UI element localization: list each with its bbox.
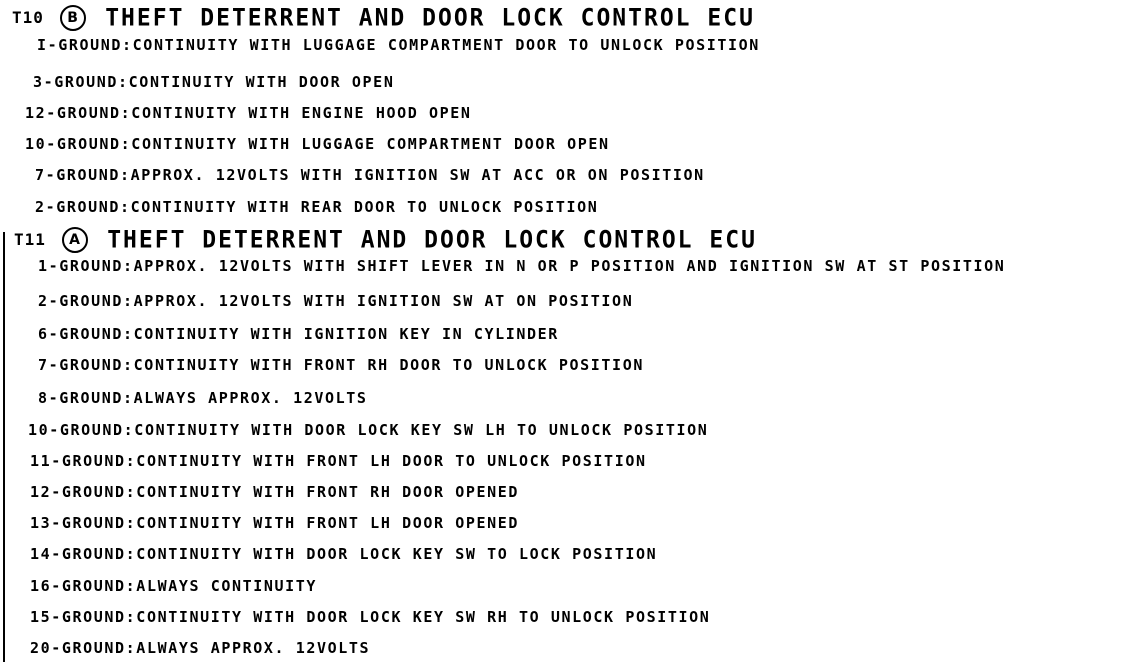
spec-row: 14-GROUND:CONTINUITY WITH DOOR LOCK KEY SW TO LOCK POSITION xyxy=(30,545,658,563)
section-title: THEFT DETERRENT AND DOOR LOCK CONTROL ECU xyxy=(105,3,755,32)
spec-row: 7-GROUND:CONTINUITY WITH FRONT RH DOOR TO UNLOCK POSITION xyxy=(38,356,644,374)
spec-row: 12-GROUND:CONTINUITY WITH ENGINE HOOD OPEN xyxy=(25,104,472,122)
left-margin-rule xyxy=(3,232,5,662)
spec-row: I-GROUND:CONTINUITY WITH LUGGAGE COMPARTMENT DOOR TO UNLOCK POSITION xyxy=(37,36,760,54)
spec-row: 7-GROUND:APPROX. 12VOLTS WITH IGNITION SW AT ACC OR ON POSITION xyxy=(35,166,705,184)
spec-row: 12-GROUND:CONTINUITY WITH FRONT RH DOOR OPENED xyxy=(30,483,520,501)
spec-row: 3-GROUND:CONTINUITY WITH DOOR OPEN xyxy=(33,73,395,91)
spec-row: 16-GROUND:ALWAYS CONTINUITY xyxy=(30,577,318,595)
connector-badge: A xyxy=(62,227,88,253)
spec-row: 2-GROUND:CONTINUITY WITH REAR DOOR TO UNLOCK POSITION xyxy=(35,198,599,216)
spec-row: 13-GROUND:CONTINUITY WITH FRONT LH DOOR OPENED xyxy=(30,514,520,532)
connector-badge: B xyxy=(60,5,86,31)
connector-code: T11 xyxy=(14,230,46,249)
section-header-t11 xyxy=(14,227,757,253)
spec-row: 11-GROUND:CONTINUITY WITH FRONT LH DOOR TO UNLOCK POSITION xyxy=(30,452,647,470)
spec-row: 8-GROUND:ALWAYS APPROX. 12VOLTS xyxy=(38,389,368,407)
spec-row: 2-GROUND:APPROX. 12VOLTS WITH IGNITION SW AT ON POSITION xyxy=(38,292,634,310)
section-header-t10 xyxy=(12,5,755,31)
section-title: THEFT DETERRENT AND DOOR LOCK CONTROL ECU xyxy=(107,225,757,254)
connector-code: T10 xyxy=(12,8,44,27)
spec-row: 6-GROUND:CONTINUITY WITH IGNITION KEY IN CYLINDER xyxy=(38,325,559,343)
spec-row: 10-GROUND:CONTINUITY WITH DOOR LOCK KEY SW LH TO UNLOCK POSITION xyxy=(28,421,709,439)
spec-row: 1-GROUND:APPROX. 12VOLTS WITH SHIFT LEVER IN N OR P POSITION AND IGNITION SW AT ST POSITION xyxy=(38,257,1006,275)
spec-row: 10-GROUND:CONTINUITY WITH LUGGAGE COMPARTMENT DOOR OPEN xyxy=(25,135,610,153)
spec-row: 15-GROUND:CONTINUITY WITH DOOR LOCK KEY SW RH TO UNLOCK POSITION xyxy=(30,608,711,626)
spec-row: 20-GROUND:ALWAYS APPROX. 12VOLTS xyxy=(30,639,371,657)
